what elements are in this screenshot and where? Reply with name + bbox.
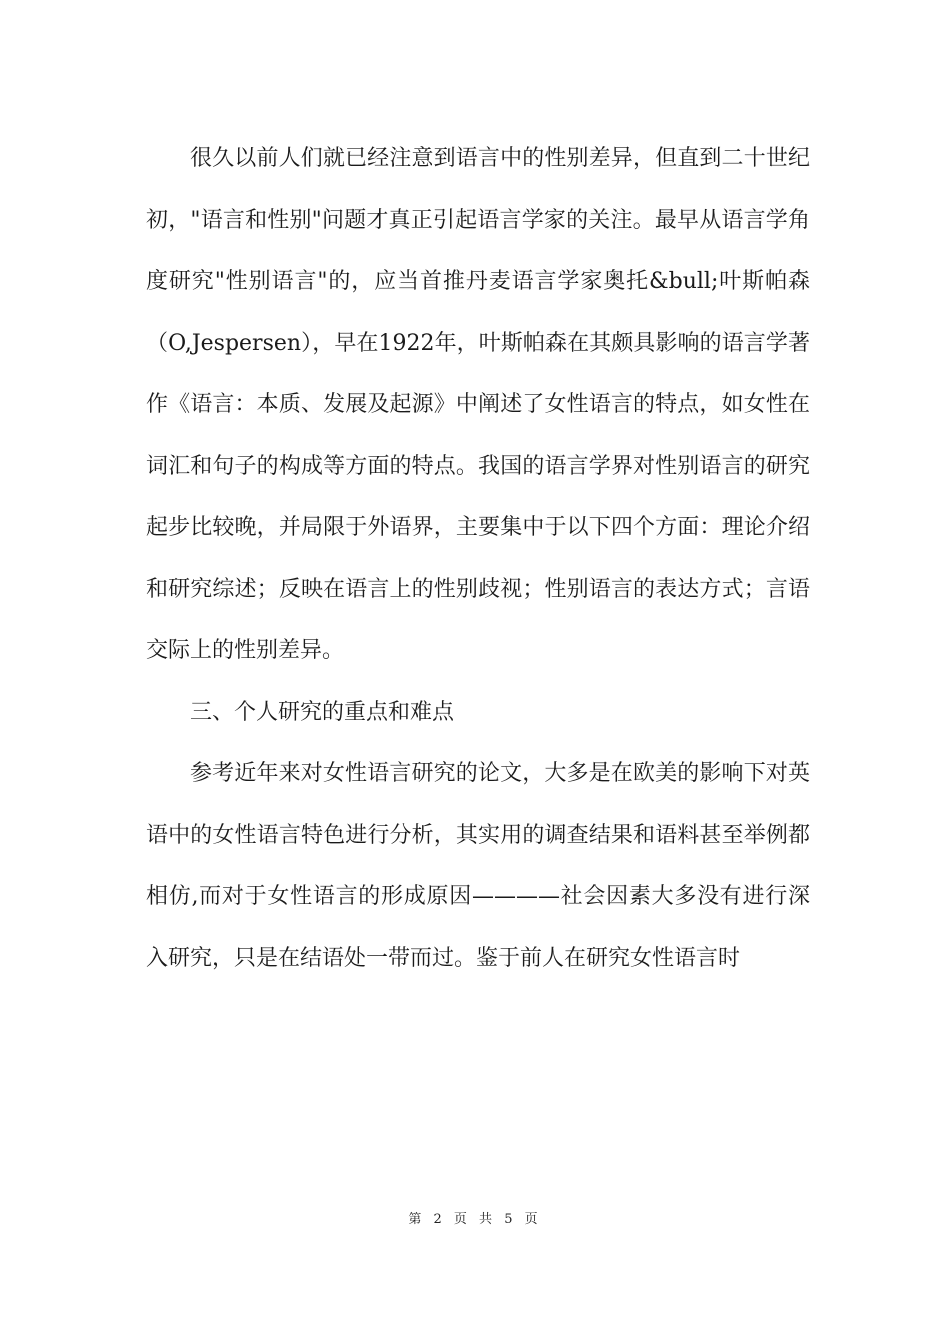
body-paragraph-1: 很久以前人们就已经注意到语言中的性别差异，但直到二十世纪初，"语言和性别"问题才真正引起语言学家的关注。最早从语言学角度研究"性别语言"的，应当首推丹麦语言学家奥托&bull;叶斯帕森（O,Jespersen），早在1922年，叶斯帕森在其颇具影响的语言学著作《语言：本质、发展及起源》中阐述了女性语言的特点，如女性在词汇和句子的构成等方面的特点。我国的语言学界对性别语言的研究起步比较晚，并局限于外语界，主要集中于以下四个方面：理论介绍和研究综述；反映在语言上的性别歧视；性别语言的表达方式；言语交际上的性别差异。 xyxy=(146,146,810,663)
page-number-footer: 第 2 页 共 5 页 xyxy=(408,1212,542,1227)
section-heading: 三、个人研究的重点和难点 xyxy=(190,699,455,725)
body-paragraph-2: 参考近年来对女性语言研究的论文，大多是在欧美的影响下对英语中的女性语言特色进行分析，其实用的调查结果和语料甚至举例都相仿,而对于女性语言的形成原因————社会因素大多没有进行深入研究，只是在结语处一带而过。鉴于前人在研究女性语言时 xyxy=(146,761,810,971)
document-body xyxy=(146,128,810,989)
